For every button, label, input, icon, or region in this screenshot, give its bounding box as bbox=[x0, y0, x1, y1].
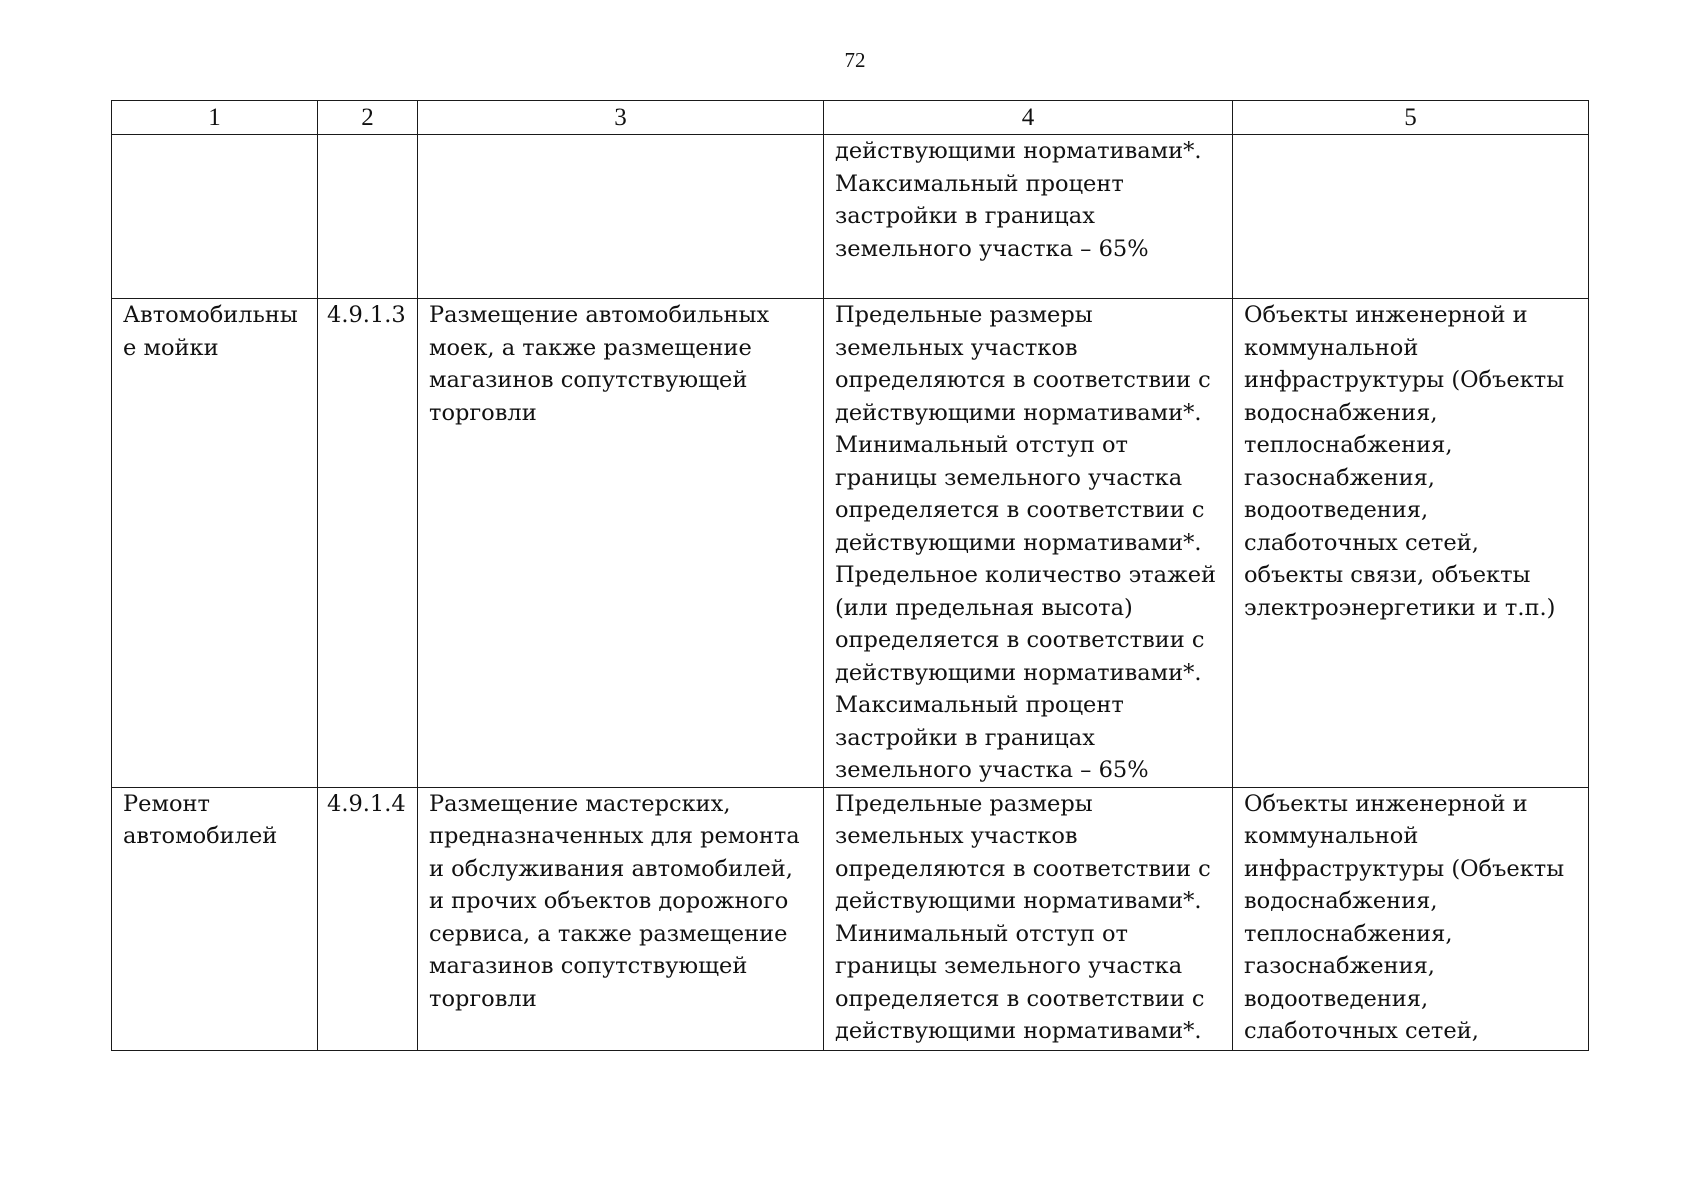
row-auxiliary-cell bbox=[1233, 135, 1589, 299]
row-description-cell bbox=[418, 299, 824, 788]
parameters-line: Предельное количество этажей bbox=[835, 562, 1217, 588]
description-line: Размещение мастерских, bbox=[429, 790, 731, 817]
parameters-line: определяется в соответствии с bbox=[835, 627, 1205, 653]
parameters-line: границы земельного участка bbox=[835, 464, 1183, 491]
column-header-4: 4 bbox=[824, 101, 1233, 135]
description-line: торговли bbox=[429, 399, 537, 426]
description-line: и прочих объектов дорожного bbox=[429, 888, 789, 914]
table-row bbox=[112, 135, 1589, 299]
table-header-row bbox=[112, 101, 1589, 135]
auxiliary-line: водоотведения, bbox=[1244, 497, 1429, 523]
parameters-line: определяются в соответствии с bbox=[835, 367, 1211, 393]
parameters-line: определяется в соответствии с bbox=[835, 497, 1205, 523]
parameters-line: действующими нормативами*. bbox=[835, 888, 1202, 914]
name-line: Ремонт bbox=[123, 790, 210, 817]
parameters-line: Минимальный отступ от bbox=[835, 920, 1128, 947]
land-use-table bbox=[111, 100, 1589, 1051]
table-row bbox=[112, 787, 1589, 1050]
column-header-1: 1 bbox=[112, 101, 318, 135]
row-parameters-cell bbox=[824, 299, 1233, 788]
parameters-line: Предельные размеры bbox=[835, 302, 1093, 328]
parameters-line: земельных участков bbox=[835, 823, 1078, 849]
auxiliary-line: коммунальной bbox=[1244, 334, 1419, 361]
parameters-line: застройки в границах bbox=[835, 724, 1095, 751]
parameters-line: (или предельная высота) bbox=[835, 594, 1133, 621]
description-line: и обслуживания автомобилей, bbox=[429, 855, 793, 882]
parameters-line: Предельные размеры bbox=[835, 790, 1093, 817]
parameters-line: действующими нормативами*. bbox=[835, 529, 1202, 556]
table-row bbox=[112, 299, 1589, 788]
name-line: автомобилей bbox=[123, 823, 278, 849]
row-auxiliary-cell bbox=[1233, 787, 1589, 1050]
description-line: Размещение автомобильных bbox=[429, 302, 770, 328]
parameters-line: определяется в соответствии с bbox=[835, 985, 1205, 1012]
parameters-line: действующими нормативами*. bbox=[835, 1018, 1202, 1044]
parameters-line: границы земельного участка bbox=[835, 953, 1183, 979]
parameters-line: действующими нормативами*. bbox=[835, 138, 1202, 164]
auxiliary-line: Объекты инженерной и bbox=[1244, 302, 1528, 328]
parameters-line: земельного участка – 65% bbox=[835, 235, 1149, 262]
description-line: предназначенных для ремонта bbox=[429, 823, 800, 849]
parameters-line: действующими нормативами*. bbox=[835, 659, 1202, 686]
auxiliary-line: теплоснабжения, bbox=[1244, 920, 1453, 947]
row-code-cell bbox=[318, 787, 418, 1050]
description-line: магазинов сопутствующей bbox=[429, 367, 748, 393]
description-line: торговли bbox=[429, 985, 537, 1012]
description-line: сервиса, а также размещение bbox=[429, 920, 788, 947]
parameters-line: Максимальный процент bbox=[835, 170, 1124, 197]
row-name-cell bbox=[112, 135, 318, 299]
auxiliary-line: инфраструктуры (Объекты bbox=[1244, 855, 1565, 882]
auxiliary-line: слаботочных сетей, bbox=[1244, 1018, 1479, 1044]
row-description-cell bbox=[418, 787, 824, 1050]
auxiliary-line: инфраструктуры (Объекты bbox=[1244, 367, 1565, 393]
parameters-line: действующими нормативами*. bbox=[835, 399, 1202, 426]
row-parameters-cell bbox=[824, 787, 1233, 1050]
parameters-line: Максимальный процент bbox=[835, 692, 1124, 718]
row-name-cell bbox=[112, 299, 318, 788]
parameters-line: земельного участка – 65% bbox=[835, 757, 1149, 783]
auxiliary-line: теплоснабжения, bbox=[1244, 432, 1453, 458]
auxiliary-line: газоснабжения, bbox=[1244, 953, 1435, 979]
row-description-cell bbox=[418, 135, 824, 299]
auxiliary-line: газоснабжения, bbox=[1244, 464, 1435, 491]
auxiliary-line: коммунальной bbox=[1244, 823, 1419, 849]
row-name-cell bbox=[112, 787, 318, 1050]
row-code-cell bbox=[318, 135, 418, 299]
row-auxiliary-cell bbox=[1233, 299, 1589, 788]
name-line: Автомобильны bbox=[123, 302, 298, 328]
auxiliary-line: водоснабжения, bbox=[1244, 888, 1438, 914]
column-header-2: 2 bbox=[318, 101, 418, 135]
column-header-5: 5 bbox=[1233, 101, 1589, 135]
parameters-line: земельных участков bbox=[835, 334, 1078, 361]
code-text: 4.9.1.3 bbox=[327, 302, 406, 328]
auxiliary-line: водоснабжения, bbox=[1244, 399, 1438, 426]
auxiliary-line: водоотведения, bbox=[1244, 985, 1429, 1012]
auxiliary-line: электроэнергетики и т.п.) bbox=[1244, 594, 1556, 621]
parameters-line: Минимальный отступ от bbox=[835, 432, 1128, 458]
auxiliary-line: Объекты инженерной и bbox=[1244, 790, 1528, 817]
parameters-line: застройки в границах bbox=[835, 203, 1095, 229]
description-line: моек, а также размещение bbox=[429, 334, 752, 361]
page-number: 72 bbox=[844, 48, 866, 72]
row-parameters-cell bbox=[824, 135, 1233, 299]
description-line: магазинов сопутствующей bbox=[429, 953, 748, 979]
auxiliary-line: объекты связи, объекты bbox=[1244, 562, 1531, 588]
name-line: е мойки bbox=[123, 334, 219, 361]
column-header-3: 3 bbox=[418, 101, 824, 135]
auxiliary-line: слаботочных сетей, bbox=[1244, 529, 1479, 556]
parameters-line: определяются в соответствии с bbox=[835, 855, 1211, 882]
code-text: 4.9.1.4 bbox=[327, 790, 406, 817]
row-code-cell bbox=[318, 299, 418, 788]
